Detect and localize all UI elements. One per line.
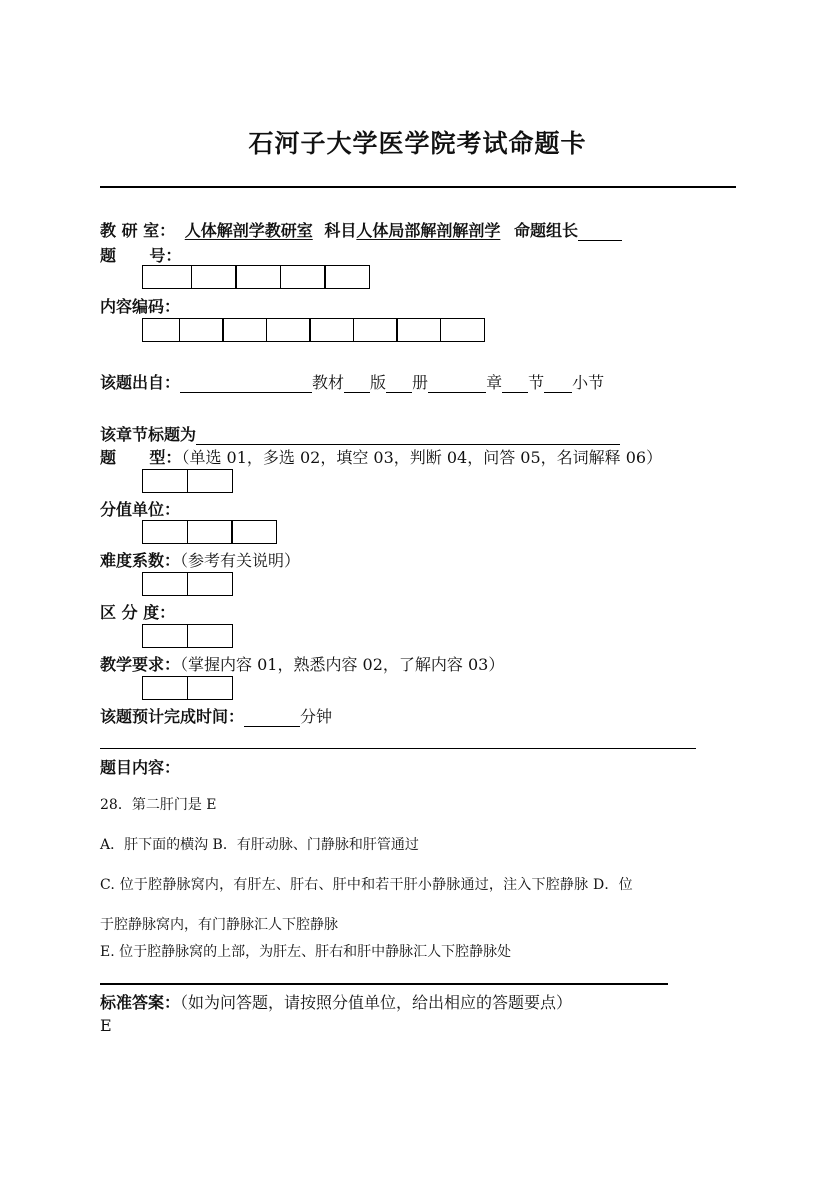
edition-blank[interactable] (344, 375, 370, 393)
edition-label: 版 (370, 373, 387, 392)
chapter-title-row (100, 422, 620, 445)
time-blank[interactable] (244, 709, 300, 727)
section-blank[interactable] (502, 375, 528, 393)
option-e: E. 位于腔静脉窝的上部，为肝左、肝右和肝中静脉汇人下腔静脉处 (100, 944, 512, 960)
textbook-label: 教材 (312, 373, 345, 392)
difficulty-row (100, 548, 300, 571)
teaching-office-label: 教 研 室： (100, 221, 176, 240)
time-label: 该题预计完成时间： (100, 707, 245, 726)
time-unit: 分钟 (300, 707, 333, 726)
answer-label: 标准答案： (100, 993, 181, 1012)
chapter-blank[interactable] (428, 375, 486, 393)
content-label: 题目内容： (100, 758, 181, 777)
teaching-office-value: 人体解剖学教研室 (184, 221, 313, 240)
subsection-blank[interactable] (544, 375, 572, 393)
section-label: 节 (528, 373, 545, 392)
source-row (100, 370, 604, 393)
teaching-requirement-row (100, 652, 504, 675)
content-code-label: 内容编码： (100, 297, 181, 316)
chapter-title-label: 该章节标题为 (100, 425, 197, 444)
volume-label: 册 (412, 373, 429, 392)
question-type-label: 题 型： (100, 448, 182, 467)
difficulty-note: （参考有关说明） (180, 551, 301, 570)
answer-divider (100, 983, 668, 985)
subject-label: 科目 (324, 221, 357, 240)
answer-row (100, 990, 572, 1013)
score-unit-boxes[interactable] (142, 520, 277, 544)
teaching-office-row (100, 218, 622, 241)
group-leader-label: 命题组长 (513, 221, 578, 240)
source-blank[interactable] (180, 375, 312, 393)
question-stem: 28．第二肝门是 E (100, 797, 217, 813)
answer-value: E (100, 1016, 112, 1035)
page-title: 石河子大学医学院考试命题卡 (248, 129, 587, 158)
question-number-label: 题 号： (100, 246, 182, 265)
chapter-label: 章 (486, 373, 503, 392)
question-number-boxes[interactable] (142, 265, 370, 289)
content-code-boxes[interactable] (142, 318, 485, 342)
content-divider (100, 748, 696, 749)
source-label: 该题出自： (100, 373, 181, 392)
difficulty-label: 难度系数： (100, 551, 181, 570)
score-unit-label: 分值单位： (100, 500, 181, 519)
discrimination-boxes[interactable] (142, 624, 233, 648)
teaching-requirement-label: 教学要求： (100, 655, 181, 674)
question-type-row (100, 445, 662, 468)
volume-blank[interactable] (386, 375, 412, 393)
option-c-d: C. 位于腔静脉窝内，有肝左、肝右、肝中和若干肝小静脉通过，注入下腔静脉 D．位 (100, 877, 633, 893)
teaching-requirement-note: （掌握内容 01，熟悉内容 02，了解内容 03） (180, 655, 505, 674)
option-a-b: A．肝下面的横沟 B．有肝动脉、门静脉和肝管通过 (100, 837, 419, 853)
question-type-boxes[interactable] (142, 469, 233, 493)
question-type-note: （单选 01，多选 02，填空 03，判断 04，问答 05，名词解释 06） (181, 448, 663, 467)
option-d-continued: 于腔静脉窝内，有门静脉汇人下腔静脉 (100, 917, 338, 933)
answer-note: （如为问答题，请按照分值单位，给出相应的答题要点） (180, 993, 573, 1012)
difficulty-boxes[interactable] (142, 572, 233, 596)
discrimination-label: 区 分 度： (100, 603, 176, 622)
title-divider (100, 186, 736, 188)
subsection-label: 小节 (572, 373, 605, 392)
time-row (100, 704, 332, 727)
subject-value: 人体局部解剖解剖学 (356, 221, 501, 240)
teaching-requirement-boxes[interactable] (142, 676, 233, 700)
group-leader-blank[interactable] (578, 223, 622, 241)
chapter-title-blank[interactable] (196, 427, 620, 445)
